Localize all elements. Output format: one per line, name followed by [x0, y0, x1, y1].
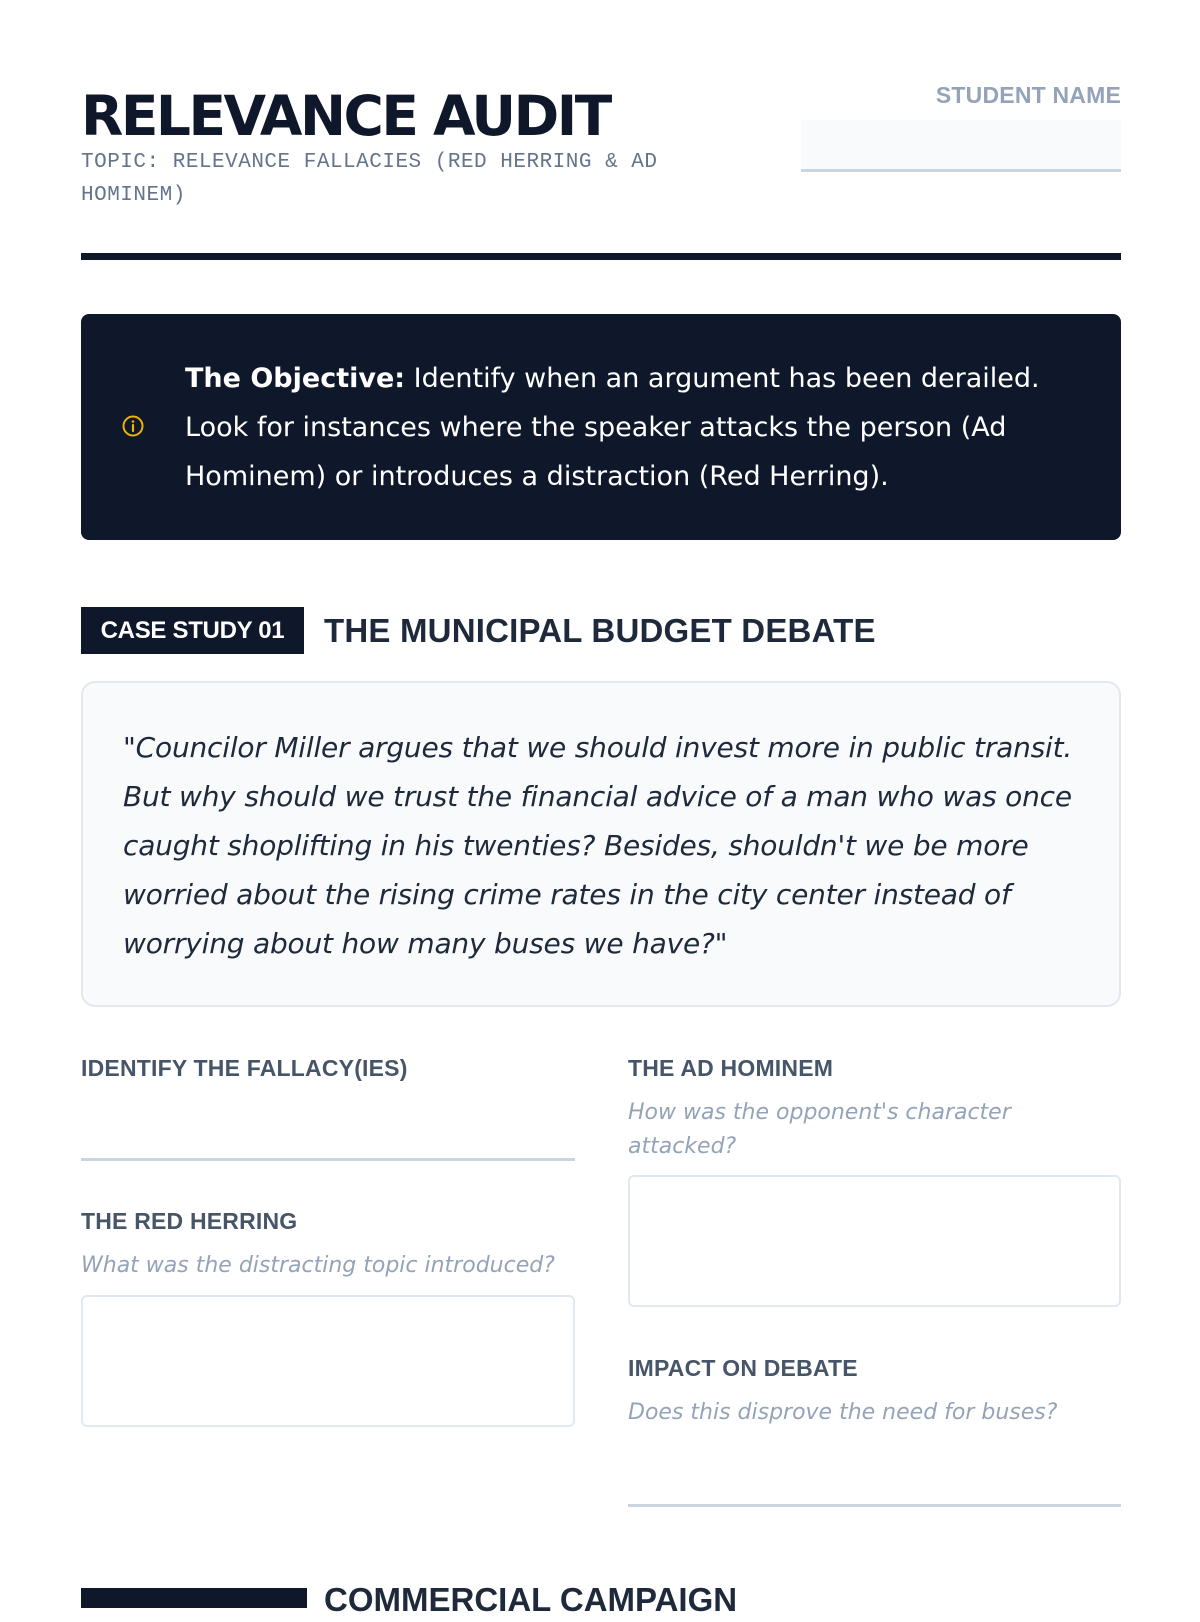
- red-herring-hint: What was the distracting topic introduced?: [81, 1253, 555, 1278]
- objective-body: Identify when an argument has been derailed. Look for instances where the speaker attacks the person (Ad Hominem) or introduces a distraction (Red Herring).: [185, 363, 1040, 492]
- objective-lead: The Objective:: [185, 363, 406, 394]
- impact-label: IMPACT ON DEBATE: [628, 1355, 858, 1381]
- topic-subtitle: TOPIC: RELEVANCE FALLACIES (RED HERRING & AD HOMINEM): [81, 151, 658, 207]
- case-quote: "Councilor Miller argues that we should invest more in public transit. But why should we trust the financial advice of a man who was once caught shoplifting in his twenties? Besides, shouldn't we be more worried about the rising crime rates in the city center instead of worrying about how many buses we have?": [123, 731, 1073, 960]
- case-study-badge: CASE STUDY 01: [81, 607, 304, 654]
- info-icon: [122, 415, 144, 437]
- ad-hominem-label: THE AD HOMINEM: [628, 1055, 834, 1081]
- header-divider: [81, 253, 1121, 260]
- next-case-title: COMMERCIAL CAMPAIGN: [324, 1581, 738, 1618]
- case-study-title: THE MUNICIPAL BUDGET DEBATE: [324, 612, 876, 649]
- red-herring-label: THE RED HERRING: [81, 1208, 298, 1234]
- ad-hominem-input[interactable]: [628, 1175, 1121, 1307]
- worksheet-page: [81, 0, 1121, 1618]
- student-name-field[interactable]: [801, 120, 1121, 172]
- next-case-badge: [81, 1588, 307, 1608]
- objective-text: [185, 354, 1065, 501]
- worksheet-header: [81, 0, 1121, 262]
- identify-fallacy-input[interactable]: [81, 1158, 575, 1161]
- page-title: RELEVANCE AUDIT: [81, 84, 610, 148]
- student-name-label: STUDENT NAME: [935, 82, 1121, 108]
- red-herring-input[interactable]: [81, 1295, 575, 1427]
- impact-input[interactable]: [628, 1504, 1121, 1507]
- ad-hominem-hint: How was the opponent's character attacked?: [628, 1100, 1011, 1159]
- identify-fallacy-label: IDENTIFY THE FALLACY(IES): [81, 1055, 408, 1081]
- impact-hint: Does this disprove the need for buses?: [628, 1400, 1058, 1425]
